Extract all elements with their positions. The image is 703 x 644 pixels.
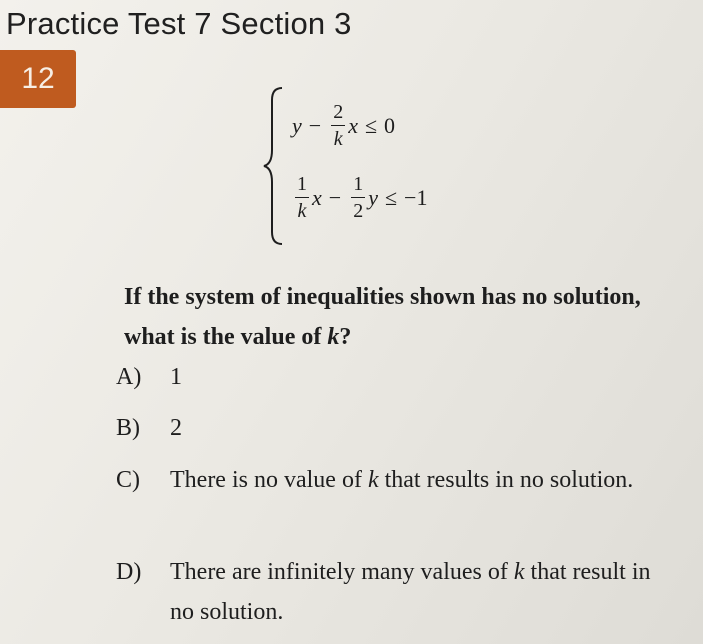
ineq2-minus: − — [328, 184, 342, 210]
question-number-badge: 12 — [0, 50, 76, 108]
ineq1-x: x — [348, 112, 358, 138]
ineq2-x: x — [312, 184, 322, 210]
choice-d-text-post: that result in no solution. — [170, 559, 651, 625]
ineq1-denominator: k — [333, 128, 343, 150]
left-brace — [262, 86, 286, 246]
choice-d-text — [170, 552, 670, 632]
page-title: Practice Test 7 Section 3 — [6, 6, 352, 41]
choice-c[interactable] — [116, 460, 670, 500]
ineq1-rhs: 0 — [384, 112, 396, 138]
ineq2-relation: ≤ — [384, 184, 398, 210]
question-prompt — [124, 277, 694, 357]
ineq1-relation: ≤ — [364, 112, 378, 138]
choice-b-letter: B) — [116, 415, 140, 441]
choice-c-letter: C) — [116, 467, 140, 493]
inequality-2 — [292, 174, 427, 221]
choice-c-text — [170, 460, 670, 500]
choice-c-text-pre: There is no value of — [170, 467, 368, 493]
ineq2-y: y — [368, 184, 378, 210]
ineq1-minus: − — [308, 112, 322, 138]
ineq2-fraction-2 — [351, 174, 365, 221]
choice-d-letter: D) — [116, 559, 142, 585]
ineq1-y: y — [292, 112, 302, 138]
choice-a-text: 1 — [170, 364, 182, 390]
choice-a[interactable] — [116, 357, 670, 397]
ineq1-numerator: 2 — [331, 102, 345, 126]
choice-c-text-post: that results in no solution. — [378, 467, 634, 493]
choice-c-variable: k — [367, 467, 379, 493]
choice-d-variable: k — [513, 559, 525, 585]
ineq2-rhs: −1 — [404, 184, 428, 210]
ineq1-fraction — [331, 102, 345, 149]
ineq2-numerator-2: 1 — [351, 174, 365, 198]
ineq2-numerator-1: 1 — [295, 174, 309, 198]
question-prompt-end: ? — [339, 324, 352, 350]
ineq2-denominator-1: k — [297, 200, 307, 222]
ineq2-denominator-2: 2 — [353, 200, 364, 222]
question-prompt-text: If the system of inequalities shown has no solution, what is the value of — [124, 284, 641, 350]
choice-b-text: 2 — [170, 415, 182, 441]
choice-d-text-pre: There are infinitely many values of — [170, 559, 514, 585]
ineq2-fraction-1 — [295, 174, 309, 221]
inequality-system — [262, 86, 522, 246]
choice-d[interactable] — [116, 552, 670, 632]
question-prompt-variable: k — [327, 324, 340, 350]
inequality-1 — [292, 102, 395, 149]
choice-b[interactable] — [116, 408, 670, 448]
choice-a-letter: A) — [116, 364, 142, 390]
